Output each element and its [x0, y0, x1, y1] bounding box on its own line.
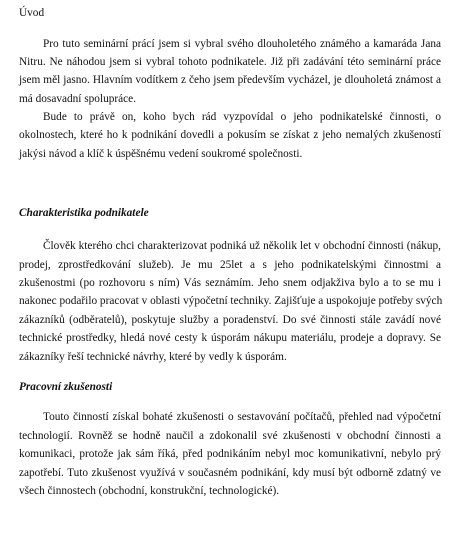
intro-p1-line-4: má dosavadní spolupráce. [19, 93, 137, 105]
section-heading-pracovni-zkusenosti: Pracovní zkušenosti [19, 381, 113, 393]
intro-p1-line-1: Pro tuto seminární prácí jsem si vybral svého dlouholetého známého a kamaráda Jana [43, 38, 441, 50]
section1-line-1: Člověk kterého chci charakterizovat podniká už několik let v obchodní činnosti (nákup, [43, 240, 441, 252]
section1-line-7: zákazníky řeší technické návrhy, které by vedly k úsporám. [19, 351, 287, 363]
section2-line-4: zapotřebí. Tuto zkušenost využívá v současném podnikání, kdy musí být odborně zdatný ve [19, 467, 441, 479]
intro-p2-line-3: jakýsi návod a klíč k úspěšnému vedení soukromé společnosti. [19, 148, 303, 160]
section1-line-5: zákazníků (odběratelů), poskytuje služby a poradenství. Do své činnosti stále zavádí nové [19, 314, 441, 326]
section-heading-charakteristika: Charakteristika podnikatele [19, 207, 149, 219]
section1-line-3: zkušenostmi (po rozhovoru s ním) Vás seznámím. Jeho snem odjakživa bylo a to se mu i [19, 277, 441, 289]
page-title: Úvod [19, 7, 45, 19]
section1-line-2: prodej, zprostředkování služeb). Je mu 25let a s jeho podnikatelskými činnostmi a [19, 259, 441, 271]
intro-p1-line-3: jsem měl jasno. Hlavním vodítkem z čeho jsem především vycházel, je dlouholetá známost a [19, 74, 441, 86]
section2-line-2: technologií. Rovněž se hodně naučil a zdokonalil své zkušenosti v obchodní činnosti a [19, 430, 441, 442]
section2-line-5: všech činnostech (obchodní, konstrukční, technologické). [19, 485, 280, 497]
intro-p1-line-2: Nitru. Ne náhodou jsem si vybral tohoto podnikatele. Již při zadávání této seminární práce [19, 56, 441, 68]
section2-line-1: Touto činností získal bohaté zkušenosti o sestavování počítačů, přehled nad výpočetní [43, 411, 441, 423]
intro-p2-line-1: Bude to právě on, koho bych rád vyzpovídal o jeho podnikatelské činnosti, o [43, 111, 441, 123]
section1-line-6: technické prostředky, hledá nové cesty k úsporám nákupu materiálu, prodeje a dopravy. Se [19, 332, 441, 344]
section1-line-4: nakonec podařilo pracovat v oblasti výpočetní techniky. Zajišťuje a uspokojuje potřeby svých [19, 295, 443, 307]
section2-line-3: komunikaci, protože jak sám říká, před podnikáním nebyl moc komunikativní, nebylo prý [19, 448, 441, 460]
intro-p2-line-2: okolnostech, které ho k podnikání dovedli a pokusím se získat z jeho nemalých zkušeností [19, 129, 441, 141]
